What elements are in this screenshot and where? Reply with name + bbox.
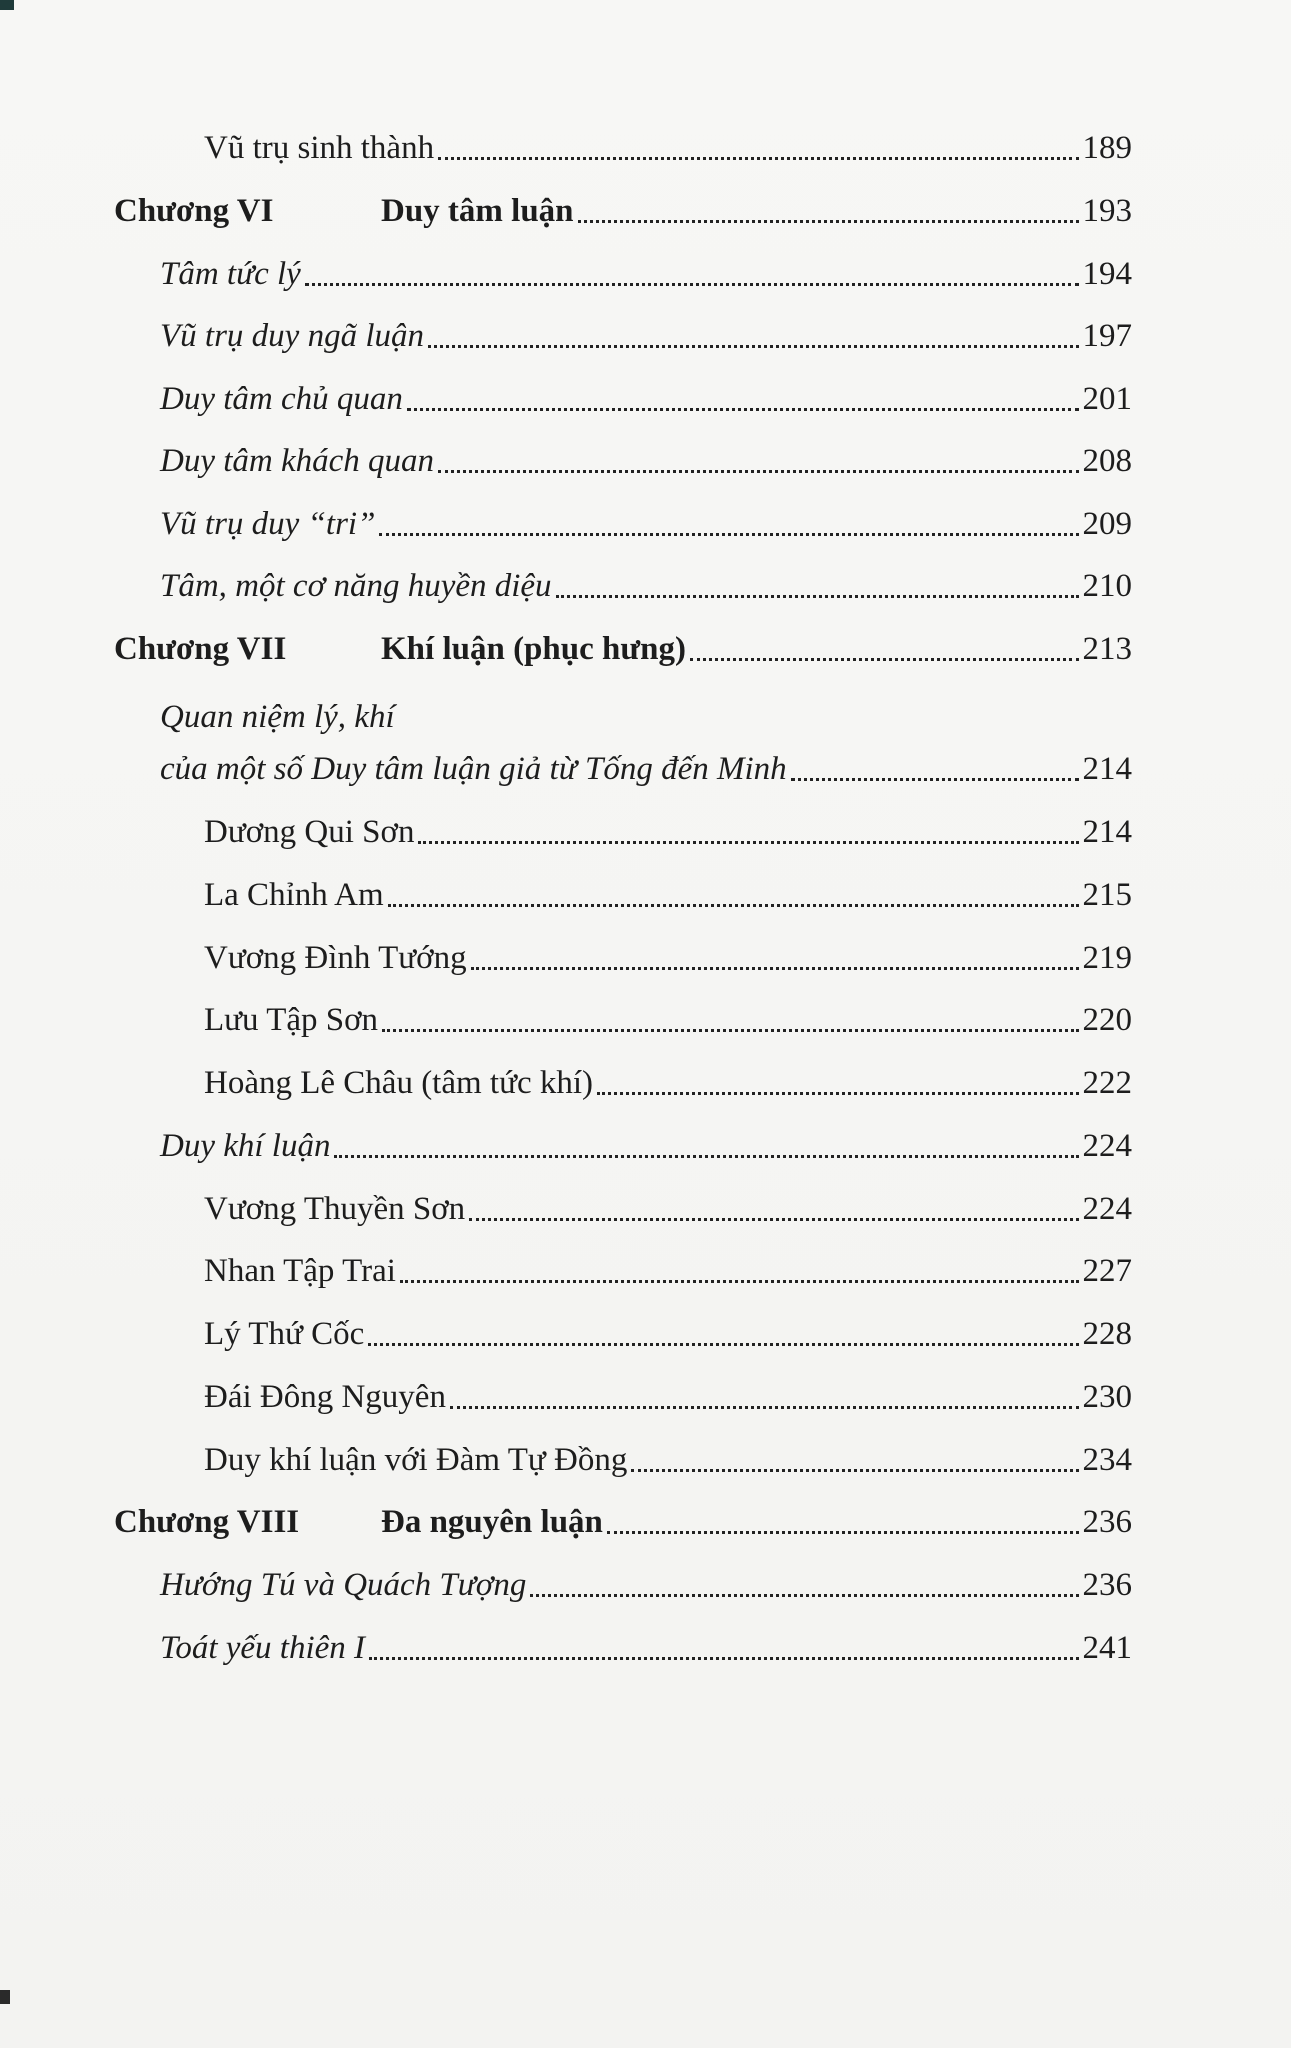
toc-entry [204,1247,1132,1295]
toc-entry-title: Đái Đông Nguyên [204,1379,446,1415]
toc-entry-title: Duy tâm chủ quan [160,381,403,417]
dot-leader [556,595,1079,598]
page-number: 214 [1082,814,1132,850]
dot-leader [438,470,1078,473]
dot-leader [607,1531,1079,1534]
toc-entry-title: Vương Thuyền Sơn [204,1191,466,1227]
toc-entry [160,1624,1132,1672]
toc-chapter-entry [114,625,1132,673]
toc-entry-title: Vũ trụ duy “tri” [160,506,376,542]
chapter-number: Chương VI [114,193,274,229]
dot-leader [530,1594,1078,1597]
page-number: 220 [1082,1002,1132,1038]
toc-entry [160,1561,1132,1609]
toc-entry [204,1436,1132,1484]
chapter-number: Chương VIII [114,1504,300,1540]
page-number: 209 [1082,506,1132,542]
dot-leader [438,157,1078,160]
toc-entry-title: Hoàng Lê Châu (tâm tức khí) [204,1065,594,1101]
dot-leader [471,967,1079,970]
page-number: 224 [1082,1191,1132,1227]
toc-entry-title: Tâm tức lý [160,256,301,292]
toc-entry-title: Toát yếu thiên I [160,1630,366,1666]
toc-entry [160,375,1132,423]
toc-entry-title: Lưu Tập Sơn [204,1002,379,1038]
dot-leader [578,220,1079,223]
page-number: 236 [1082,1504,1132,1540]
toc-entry-title: Đa nguyên luận [381,1504,603,1540]
toc-entry [160,437,1132,485]
dot-leader [791,778,1079,781]
toc-entry [160,1122,1132,1170]
page-number: 208 [1082,443,1132,479]
toc-entry [204,1373,1132,1421]
toc-entry [204,934,1132,982]
page-number: 227 [1082,1253,1132,1289]
dot-leader [368,1343,1078,1346]
toc-entry [204,871,1132,919]
toc-entry [204,1059,1132,1107]
page-number: 230 [1082,1379,1132,1415]
dot-leader [400,1280,1079,1283]
toc-entry-title: Duy khí luận [160,1128,331,1164]
toc-entry-title: La Chỉnh Am [204,877,384,913]
toc-entry-title: Hướng Tú và Quách Tượng [160,1567,527,1603]
dot-leader [407,408,1079,411]
dot-leader [690,658,1078,661]
page-number: 236 [1082,1567,1132,1603]
page-number: 222 [1082,1065,1132,1101]
page-number: 219 [1082,940,1132,976]
page-number: 241 [1082,1630,1132,1666]
toc-entry [160,745,1132,793]
toc-entry-title: Duy khí luận với Đàm Tự Đồng [204,1442,628,1478]
toc-entry-title: Vũ trụ sinh thành [204,130,435,166]
toc-entry-title: Dương Qui Sơn [204,814,415,850]
page-number: 224 [1082,1128,1132,1164]
chapter-number: Chương VII [114,631,287,667]
toc-entry [204,124,1132,172]
dot-leader [418,841,1078,844]
page-number: 214 [1082,751,1132,787]
dot-leader [388,904,1079,907]
toc-entry [160,312,1132,360]
toc-entry-title: Vũ trụ duy ngã luận [160,318,424,354]
dot-leader [334,1155,1078,1158]
page-number: 234 [1082,1442,1132,1478]
dot-leader [382,1029,1078,1032]
page-number: 201 [1082,381,1132,417]
page-number: 228 [1082,1316,1132,1352]
toc-entry [204,1310,1132,1358]
toc-entry [160,250,1132,298]
toc-entry [160,693,1132,741]
toc-entry-title: Tâm, một cơ năng huyền diệu [160,568,552,604]
page-number: 197 [1082,318,1132,354]
toc-entry-title: Nhan Tập Trai [204,1253,396,1289]
toc-entry [204,808,1132,856]
toc-chapter-entry [114,1498,1132,1546]
dot-leader [379,533,1078,536]
page-number: 193 [1082,193,1132,229]
dot-leader [597,1092,1078,1095]
dot-leader [631,1469,1078,1472]
toc-entry-title: Duy tâm luận [381,193,574,229]
toc-entry [160,500,1132,548]
toc-entry-title: Vương Đình Tướng [204,940,467,976]
dot-leader [450,1406,1079,1409]
toc-entry [160,562,1132,610]
toc-entry [204,1185,1132,1233]
dot-leader [469,1218,1078,1221]
toc-entry-title: Duy tâm khách quan [160,443,435,479]
dot-leader [305,283,1079,286]
toc-entry [204,996,1132,1044]
page-number: 189 [1082,130,1132,166]
toc-entry-title: Quan niệm lý, khí [160,699,395,735]
toc-entry-title: Lý Thứ Cốc [204,1316,365,1352]
page-number: 215 [1082,877,1132,913]
toc-entry-title: Khí luận (phục hưng) [381,631,687,667]
toc-chapter-entry [114,187,1132,235]
page-number: 213 [1082,631,1132,667]
page-number: 194 [1082,256,1132,292]
page-number: 210 [1082,568,1132,604]
dot-leader [369,1657,1078,1660]
dot-leader [428,345,1079,348]
toc-entry-title: của một số Duy tâm luận giả từ Tống đến Minh [160,751,787,787]
